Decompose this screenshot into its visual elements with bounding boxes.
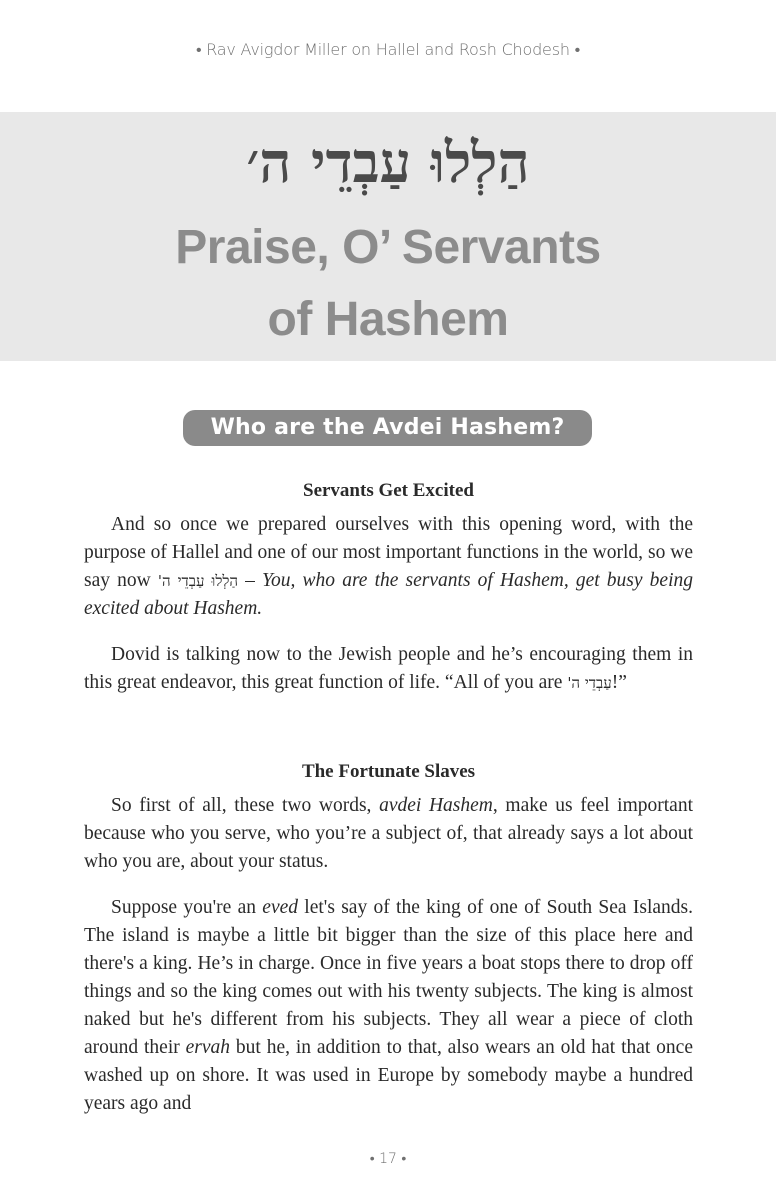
paragraph-text: Dovid is talking now to the Jewish people and he’s encouraging them in this great endeavor, this great function of life. “All of you are bbox=[84, 644, 693, 693]
italic-term: avdei Hashem bbox=[379, 795, 493, 816]
hebrew-phrase: הַלְלוּ עַבְדֵי ה' bbox=[157, 572, 238, 590]
chapter-title-hebrew: הַלְלוּ עַבְדֵי ה׳ bbox=[246, 130, 530, 196]
chapter-title-line-1: Praise, O’ Servants bbox=[175, 221, 601, 274]
paragraph-text: So first of all, these two words, bbox=[111, 795, 380, 816]
paragraph-text: Suppose you're an bbox=[111, 897, 263, 918]
paragraph bbox=[84, 792, 693, 876]
subhead: The Fortunate Slaves bbox=[301, 761, 476, 782]
section-heading-pill: Who are the Avdei Hashem? bbox=[183, 410, 592, 446]
paragraph bbox=[84, 511, 693, 623]
italic-term: ervah bbox=[185, 1037, 231, 1058]
paragraph-text: let's say of the king of one of South Sea Islands. The island is maybe a little bit bigger than the size of this place here and there's a king. He’s in charge. Once in five years a boat stops there to drop off things and so the king comes out with his twenty subjects. The king is almost naked but he's different from his subjects. They all wear a piece of cloth around their bbox=[84, 897, 694, 1058]
hebrew-phrase: עַבְדֵי ה' bbox=[567, 674, 612, 692]
section-fortunate-slaves bbox=[84, 759, 693, 785]
paragraph-text: And so once we prepared ourselves with this opening word, with the purpose of Hallel and one of our most important functions in the world, so we say now bbox=[84, 514, 693, 591]
paragraph-text-end: !” bbox=[611, 672, 627, 693]
dash: – bbox=[237, 570, 262, 591]
paragraph bbox=[84, 641, 693, 697]
section-servants-get-excited bbox=[84, 478, 693, 504]
chapter-title-line-2: of Hashem bbox=[267, 293, 509, 346]
paragraph-text-end: , make us feel important because who you serve, who you’re a subject of, that already says a lot about who you are, about your status. bbox=[84, 795, 693, 872]
paragraph bbox=[84, 894, 693, 1118]
italic-translation: You, who are the servants of Hashem, get busy being excited about Hashem. bbox=[84, 570, 693, 619]
subhead: Servants Get Excited bbox=[303, 480, 474, 501]
chapter-title-english bbox=[0, 212, 776, 356]
paragraph-text-end: but he, in addition to that, also wears an old hat that once washed up on shore. It was used in Europe by somebody maybe a hundred years ago and bbox=[84, 1037, 693, 1114]
page-number: • 17 • bbox=[369, 1151, 407, 1167]
running-header: • Rav Avigdor Miller on Hallel and Rosh Chodesh • bbox=[195, 40, 581, 59]
italic-term: eved bbox=[262, 897, 299, 918]
